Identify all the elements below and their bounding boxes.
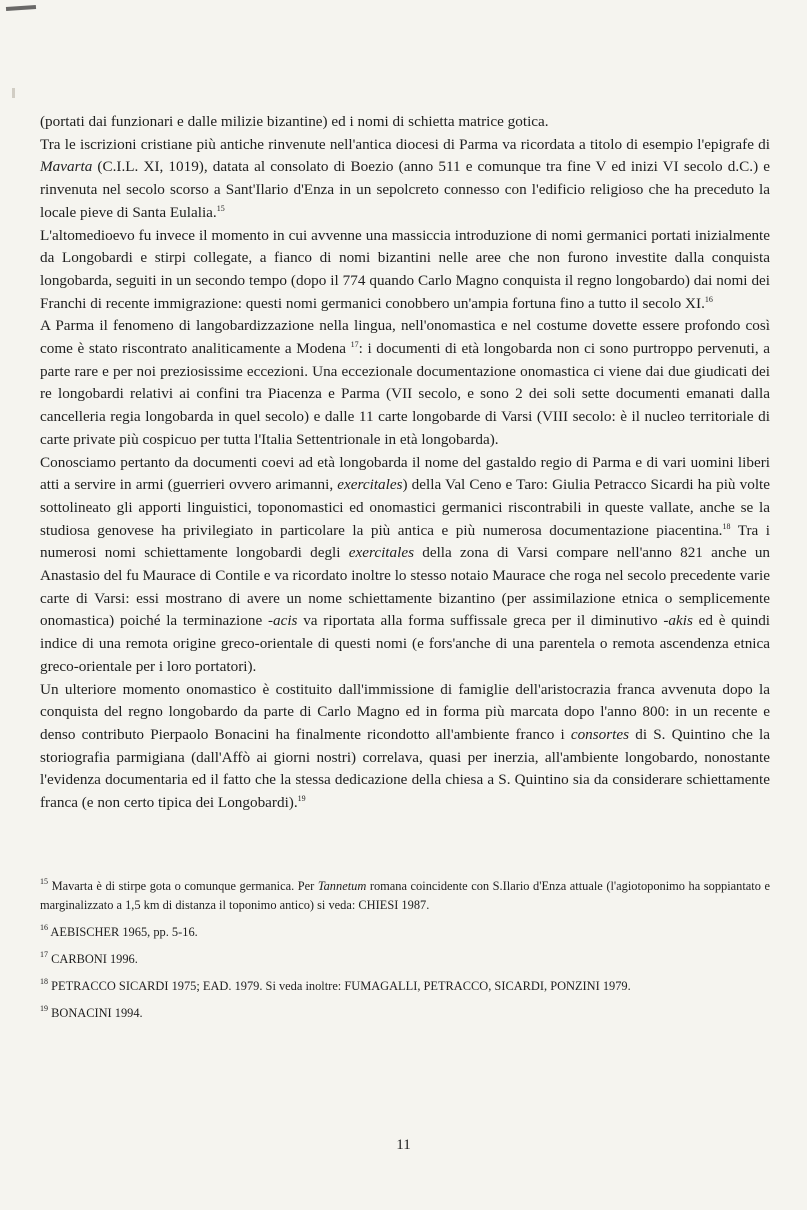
footnote-15-number: 15 bbox=[40, 877, 48, 886]
footnote-17-text: CARBONI 1996. bbox=[51, 952, 138, 966]
footnote-ref-15[interactable]: 15 bbox=[216, 203, 225, 213]
paragraph-5-text-b: ) della Val Ceno e Taro: Giulia Petracco Sicardi ha più volte sottolineato gli apporti linguistici, toponomastici ed onomastici germanici riscontrabili in queste vallate, anche se la studiosa genovese ha privilegiato in particolare la più antica e più numerosa documentazione piacentina. bbox=[40, 476, 771, 539]
paragraph-5-text-e: va riportata alla forma suffissale greca per il diminutivo bbox=[297, 612, 658, 630]
footnote-15-text-b: romana coincidente con S.Ilario d'Enza attuale (l'agiotoponimo ha soppiantato e marginalizzato a 1,5 km di distanza il toponimo antico) si veda: CHIESI 1987. bbox=[40, 879, 770, 912]
footnote-16 bbox=[40, 923, 770, 942]
paragraph-4-text-b: : i documenti di età longobarda non ci sono purtroppo pervenuti, a parte rare e per noi preziosissime eccezioni. Una eccezionale documentazione onomastica ci viene dai due giudicati dei re longobardi relativi ai confini tra Piacenza e Parma (VII secolo, e sono 2 dei soli sette documenti emanati dalla cancelleria regia longobarda in quel secolo) e dalle 11 carte longobarde di Varsi (VIII secolo: è il nucleo territoriale di carte private più cospicuo per tutta l'Italia Settentrionale in età longobarda). bbox=[40, 340, 771, 448]
footnote-19-text: BONACINI 1994. bbox=[51, 1006, 143, 1020]
footnote-15 bbox=[40, 877, 770, 915]
footnote-15-text-a: Mavarta è di stirpe gota o comunque germanica. Per bbox=[51, 879, 318, 893]
paragraph-1-text: (portati dai funzionari e dalle milizie bizantine) ed i nomi di schietta matrice gotica. bbox=[40, 113, 549, 130]
paragraph-2-text-a: Tra le iscrizioni cristiane più antiche rinvenute nell'antica diocesi di Parma va ricordata a titolo di esempio l'epigrafe di bbox=[40, 135, 770, 153]
footnote-17 bbox=[40, 950, 770, 969]
footnote-16-text: AEBISCHER 1965, pp. 5-16. bbox=[50, 925, 198, 939]
paragraph-6-text-a: Un ulteriore momento onomastico è costituito dall'immissione di famiglie dell'aristocrazia franca avvenuta dopo la conquista del regno longobardo da parte di Carlo Magno ed in forma più marcata dopo l'anno 800: in un recente e denso contributo Pierpaolo Bonacini ha finalmente ricondotto all'ambiente franco i bbox=[40, 680, 770, 743]
paragraph-1 bbox=[40, 111, 770, 134]
footnote-18-number: 18 bbox=[40, 977, 48, 986]
footnote-18-text: PETRACCO SICARDI 1975; EAD. 1979. Si veda inoltre: FUMAGALLI, PETRACCO, SICARDI, PONZINI 1979. bbox=[51, 979, 631, 993]
paragraph-5 bbox=[40, 452, 770, 679]
footnote-ref-17[interactable]: 17 bbox=[350, 340, 359, 350]
paragraph-5-text-c: Tra i numerosi nomi schiettamente longobardi degli bbox=[40, 521, 770, 562]
paragraph-5-text-d: della zona di Varsi compare nell'anno 821 anche un Anastasio del fu Maurace di Contile e va ricordato inoltre lo stesso notaio Maurace che roga nel secolo precedente varie carte di Varsi: essi mostrano di avere un nome schiettamente bizantino (per assimilazione etnica o semplicemente onomastica) poiché la terminazione bbox=[40, 544, 771, 630]
paragraph-3-text: L'altomedioevo fu invece il momento in cui avvenne una massiccia introduzione di nomi germanici portati inizialmente da Longobardi e stirpi collegate, a fianco di nomi bizantini nelle aree che non furono investite dalla conquista longobarda, seguiti in un secondo tempo (dopo il 774 quando Carlo Magno conquista il regno longobardo) dai nomi dei Franchi di recente immigrazione: questi nomi germanici conobbero un'ampia fortuna fino a tutto il secolo XI. bbox=[40, 226, 770, 312]
paragraph-2-text-b: (C.I.L. XI, 1019), datata al consolato di Boezio (anno 511 e comunque tra fine V ed inizi VI secolo d.C.) e rinvenuta nel secolo scorso a Sant'Ilario d'Enza in un sepolcreto connesso con l'edificio religioso che ha preceduto la locale pieve di Santa Eulalia. bbox=[40, 158, 770, 221]
footnote-ref-16[interactable]: 16 bbox=[704, 294, 713, 304]
suffix-acis: -acis bbox=[267, 612, 298, 630]
paragraph-5-text-a: Conosciamo pertanto da documenti coevi ad età longobarda il nome del gastaldo regio di Parma e di vari uomini liberi atti a servire in armi (guerrieri ovvero arimanni, bbox=[40, 453, 770, 494]
footnote-ref-19[interactable]: 19 bbox=[297, 794, 306, 804]
mavarta-name: Mavarta bbox=[40, 158, 93, 176]
paragraph-5-text-f: ed è quindi indice di una remota origine greco-orientale di questi nomi (e fors'anche di una parentela o remota ascendenza etnica greco-orientale per i loro portatori). bbox=[40, 612, 771, 675]
paragraph-4-text-a: A Parma il fenomeno di langobardizzazione nella lingua, nell'onomastica e nel costume dovette essere profondo così come è stato riscontrato analiticamente a Modena bbox=[40, 317, 770, 358]
scan-corner-mark bbox=[6, 5, 36, 11]
footnote-19 bbox=[40, 1004, 770, 1023]
footnote-18 bbox=[40, 977, 770, 996]
footnote-ref-18[interactable]: 18 bbox=[722, 521, 731, 531]
exercitales-term-2: exercitales bbox=[348, 544, 414, 562]
footnote-16-number: 16 bbox=[40, 923, 48, 932]
paragraph-3 bbox=[40, 225, 770, 316]
footnote-17-number: 17 bbox=[40, 950, 48, 959]
tannetum-term: Tannetum bbox=[317, 879, 367, 893]
paragraph-6-text-b: di S. Quintino che la storiografia parmigiana (dall'Affò ai giorni nostri) correlava, quasi per inerzia, all'ambiente longobardo, nonostante l'evidenza documentaria ed il fatto che la stessa dedicazione della chiesa a S. Quintino sia da considerare schiettamente franca (e non certo tipica dei Longobardi). bbox=[40, 725, 770, 812]
paragraph-2 bbox=[40, 134, 770, 225]
consortes-term: consortes bbox=[570, 725, 630, 743]
exercitales-term-1: exercitales bbox=[337, 476, 403, 494]
page-number: 11 bbox=[396, 1137, 411, 1153]
footnote-19-number: 19 bbox=[40, 1004, 48, 1013]
suffix-akis: -akis bbox=[663, 612, 693, 630]
scan-edge-mark bbox=[12, 88, 15, 98]
paragraph-4 bbox=[40, 315, 770, 451]
footnotes bbox=[40, 877, 770, 1031]
paragraph-6 bbox=[40, 679, 770, 815]
body-text bbox=[40, 111, 770, 815]
